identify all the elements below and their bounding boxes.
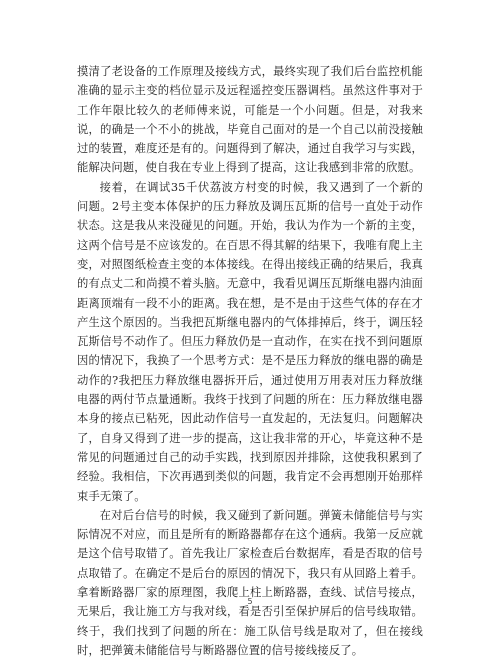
paragraph-3: 在对后台信号的时候，我又碰到了新问题。弹簧未储能信号与实际情况不对应，而且是所有的断路器都存在这个通病。我第一反应就是这个信号取错了。首先我让厂家检查后台数据库，看是否取的信号点取错了。在确定不是后台的原因的情况下，我只有从回路上着手。拿着断路器厂家的原理图，我爬上柱上断路器，查线、试信号接点，无果后，我让施工方与我对线，看是否引至保护屏后的信号线取错。终于，我们找到了问题的所在：施工队信号线是取对了，但在接线时，把弹簧未储能信号与断路器位置的信号接线接反了。: [77, 508, 423, 657]
paragraph-2: 接着，在调试35千伏荔波方村变的时候，我又遇到了一个新的问题。2号主变本体保护的压力释放及调压瓦斯的信号一直处于动作状态。这是我从来没碰见的问题。开始，我认为作为一个新的主变，这两个信号是不应该发的。在百思不得其解的结果下，我唯有爬上主变，对照图纸检查主变的本体接线。在得出接线正确的结果后，我真的有点丈二和尚摸不着头脑。无意中，我看见调压瓦斯继电器内油面距离顶端有一段不小的距离。我在想，是不是由于这些气体的存在才产生这个原因的。当我把瓦斯继电器内的气体排掉后，终于，调压轻瓦斯信号不动作了。但压力释放仍是一直动作，在实在找不到问题原因的情况下，我换了一个思考方式：是不是压力释放的继电器的确是动作的?我把压力释放继电器拆开后，通过使用万用表对压力释放继电器的两付节点量通断。我终于找到了问题的所在：压力释放继电器本身的接点已粘死，因此动作信号一直发起的，无法复归。问题解决了，自身又得到了进一步的提高，这让我非常的开心，毕竟这种不是常见的问题通过自己的动手实践，找到原因并排除，这使我积累到了经验。我相信，下次再遇到类似的问题，我肯定不会再想刚开始那样束手无策了。: [77, 180, 423, 503]
body-text: [77, 62, 423, 660]
page-number: 5: [247, 597, 253, 606]
paragraph-1: 摸清了老设备的工作原理及接线方式，最终实现了我们后台监控机能准确的显示主变的档位显示及远程遥控变压器调档。虽然这件事对于工作年限比较久的老师傅来说，可能是一个小问题。但是，对我来说，的确是一个不小的挑战，毕竟自己面对的是一个自己以前没接触过的装置，难度还是有的。问题得到了解决，通过自我学习与实践，能解决问题，使自我在专业上得到了提高，这让我感到非常的欣慰。: [77, 65, 423, 175]
